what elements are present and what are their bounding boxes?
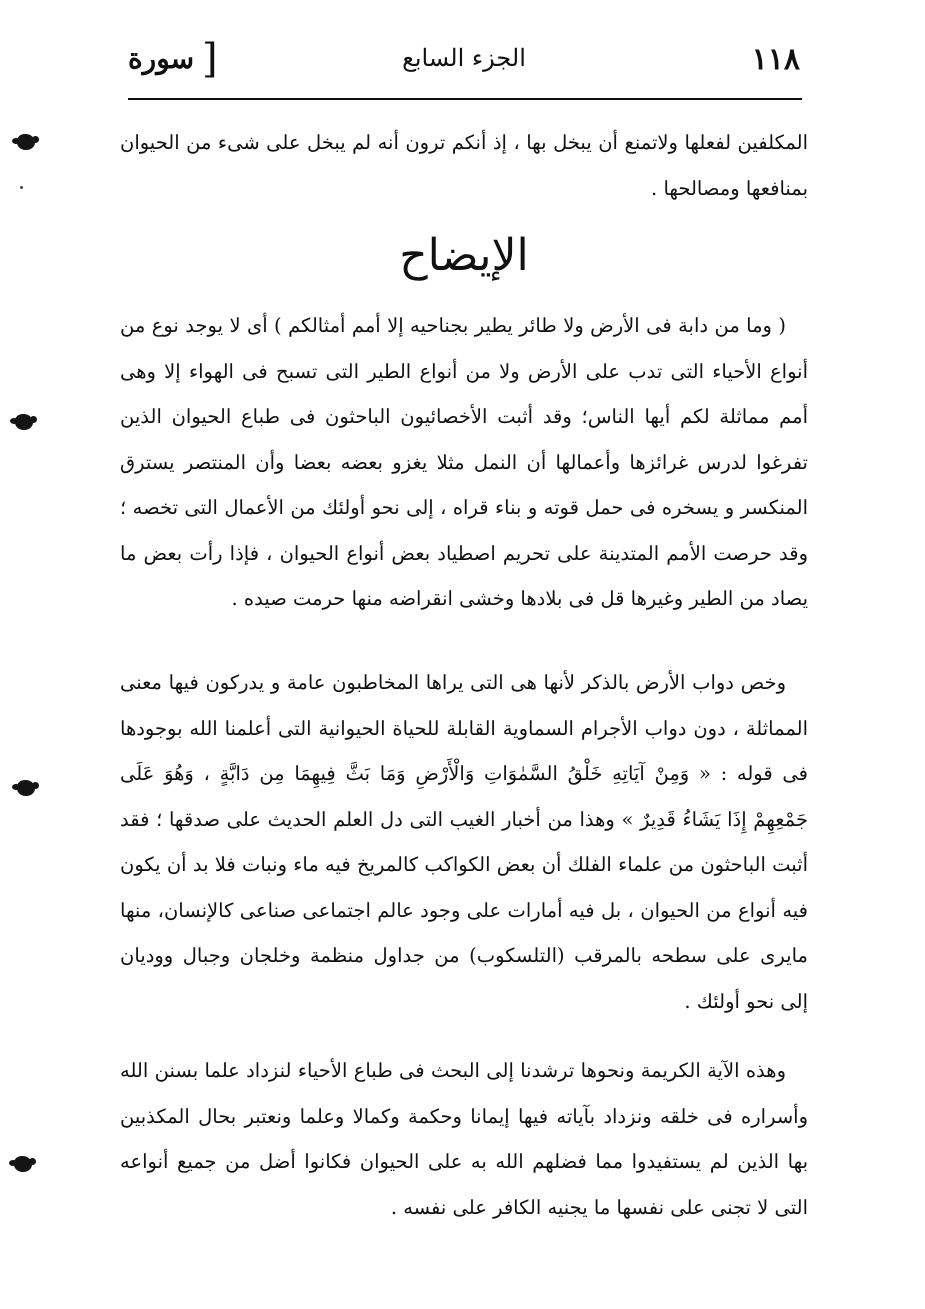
quran-quote: « وَمِنْ آيَاتِهِ خَلْقُ السَّمٰوَاتِ وَالْأَرْضِ وَمَا بَثَّ فِيهِمَا مِن دَابَّةٍ ، وَهُوَ عَلَى جَمْعِهِمْ إِذَا يَشَاءُ قَدِيرٌ » (120, 762, 809, 831)
running-header (128, 38, 800, 88)
ink-blot-mark (14, 1156, 32, 1172)
paragraph-1: ( وما من دابة فى الأرض ولا طائر يطير بجناحيه إلا أمم أمثالكم ) أى لا يوجد نوع من أنواع الأحياء التى تدب على الأرض ولا من أنواع الطير التى تسبح فى الهواء إلا وهى أمم مماثلة لكم أيها الناس؛ وقد أثبت الأخصائيون الباحثون فى طباع الحيوان الذين تفرغوا لدرس غرائزها وأعمالها أن النمل مثلا يغزو بعضه بعضا وأن المنتصر يسترق المنكسر و يسخره فى حمل قوته و بناء قراه ، إلى نحو أولئك من الأعمال التى تخصه ؛ وقد حرصت الأمم المتدينة على تحريم اصطياد بعض أنواع الحيوان ، فإذا رأت بعض ما يصاد من الطير وغيرها قل فى بلادها وخشى انقراضه منها حرمت صيده . (120, 314, 808, 610)
paragraph-2-rest: وهذا من أخبار الغيب التى دل العلم الحديث على صدقها ؛ فقد أثبت الباحثون من علماء الفلك أن بعض الكواكب كالمريخ فيه ماء ونبات فلا بد أن يكون فيه أنواع من الحيوان ، بل فيه أمارات على وجود عالم اجتماعى صناعى كالإنسان، منها مايرى على سطحه بالمرقب (التلسكوب) من جداول منظمة وخلجان وجبال ووديان إلى نحو أولئك . (120, 807, 808, 1013)
ink-speck-mark (20, 186, 23, 189)
paragraph-2-lead: وخص دواب الأرض بالذكر لأنها هى التى يراها المخاطبون عامة و يدركون فيها معنى المماثلة ، دون دواب الأجرام السماوية القابلة للحياة الحيوانية التى أعلمنا الله بوجودها فى قوله : (120, 671, 809, 785)
paragraph-3: وهذه الآية الكريمة ونحوها ترشدنا إلى البحث فى طباع الأحياء لنزداد علما بسنن الله وأسراره فى خلقه ونزداد بآياته فيها إيمانا وحكمة وكمالا وعلما ونعتبر بحال المكذبين بها الذين لم يستفيدوا مما فضلهم الله به على الحيوان فكانوا أضل من جميع أنواعه التى لا تجنى على نفسها ما يجنيه الكافر على نفسه . (120, 1059, 808, 1219)
page-number: ١١٨ (751, 42, 800, 77)
ink-blot-mark (17, 780, 35, 796)
ink-blot-mark (17, 134, 35, 150)
intro-paragraph: المكلفين لفعلها ولاتمنع أن يبخل بها ، إذ أنكم ترون أنه لم يبخل على شىء من الحيوان بمنافعها ومصالحها . (120, 131, 808, 200)
running-title: الجزء السابع (402, 44, 526, 72)
paragraph-2 (120, 660, 808, 1024)
header-rule (128, 98, 802, 100)
surah-label: سورة (128, 42, 195, 75)
header-bracket: [ (202, 36, 218, 82)
section-title: الإيضاح (399, 230, 529, 281)
ink-blot-mark (15, 414, 33, 430)
